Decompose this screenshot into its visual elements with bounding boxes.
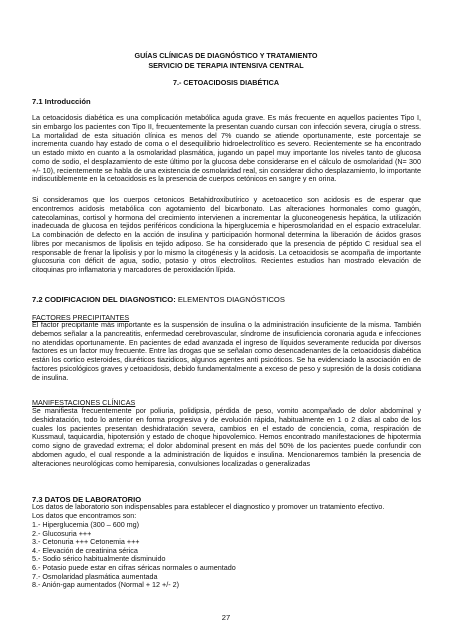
list-item: 6.- Potasio puede estar en cifras séricas normales o aumentado: [32, 562, 236, 572]
laboratorio-list: [32, 521, 236, 590]
section-heading-introduccion: 7.1 Introducción: [32, 97, 91, 106]
list-item: 3.- Cetonuria +++ Cetonemia +++: [32, 537, 140, 547]
codificacion-heading-rest: ELEMENTOS DIAGNÓSTICOS: [175, 295, 285, 304]
header-title-line-1: GUÍAS CLÍNICAS DE DIAGNÓSTICO Y TRATAMIENTO: [134, 51, 318, 60]
chapter-title: 7.- CETOACIDOSIS DIABÉTICA: [172, 78, 280, 87]
list-item: 1.- Hiperglucemia (300 – 600 mg): [32, 520, 140, 529]
intro-paragraph-2: Si consideramos que los cuerpos cetonicos Betahidroxibutírico y acetoacetico son acidosis es de esperar que encontremos acidosis metabólica con agotamiento del bicarbonato. Las alteraciones hormonales como guagón, catecolaminas, cortisol y hormona del crecimiento intervienen a incrementar la gluconeogenesis hepática, la utilización inadecuada de glucosa en tejidos periféricos condiciona la hiperglucemia e hiperosmolaridad en el espacio extracelular. La combinación de defecto en la acción de insulina y participación hormonal determina la liberación de ácidos grasos libres por mecanismos de lipolisis en tejido adiposo. Se ha considerado que la presencia de péptido C residual sea el responsable de frenar la lipolisis y por lo mismo la citogénesis y la acidosis. La cetoacidosis se acompaña de importante glucosuria con déficit de agua, sodio, potasio y otros electrolitos. Recientes estudios han mostrado elevación de citoquinas pro inflamatoria y marcadores de peroxidación lípida.: [32, 195, 421, 274]
subheading-factores-precipitantes: FACTORES PRECIPITANTES: [32, 313, 130, 322]
page-number: 27: [221, 613, 231, 622]
list-item: 8.- Anión-gap aumentados (Normal + 12 +/- 2): [32, 580, 180, 590]
factores-paragraph: El factor precipitante más importante es la suspensión de insulina o la administración insuficiente de la misma. También debemos señalar a la pancreatitis, enfermedad cerebrovascular, síndrome de insuficiencia coronaria aguda e infecciones no atendidas oportunamente. En pacientes de edad avanzada el ingreso de líquidos severamente reducida por diversos factores es un factor muy frecuente. Entre las drogas que se señalan como desencadenantes de la cetoacidosis diabética están los cortico esteroides, diuréticos tiazidicos, algunos agentes anti psicóticos. Se ha evidenciado la asociación en de factores psicológicos graves y cetoacidosis, debido fundamentalmente a exceso de peso y supresión de la dosis cotidiana de insulina.: [32, 320, 421, 382]
codificacion-heading-bold: 7.2 CODIFICACION DEL DIAGNOSTICO:: [32, 295, 176, 304]
laboratorio-intro-2: Los datos que encontramos son:: [32, 511, 137, 520]
section-heading-laboratorio: 7.3 DATOS DE LABORATORIO: [32, 495, 142, 504]
intro-paragraph-1: La cetoacidosis diabética es una complicación metabólica aguda grave. Es más frecuente en aquellos pacientes Tipo I, sin embargo los pacientes con Tipo II, frecuentemente la presentan cuando cursan con infección severa, cirugía o stress. La mortalidad de esta situación clínica es menos del 7% cuando se atiende oportunamente, este porcentaje se incrementa cuando hay estado de coma o el desequilibrio hidroelectrolítico es severo. Recientemente se ha encontrado un estado mixto en cuanto a la osmolaridad plasmática, jugando un papel muy importante los niveles tanto de glucosa como de sodio, el desplazamiento de este último por la glucosa debe considerarse en el cálculo de osmolaridad (N= 300 +/- 10), recientemente se habla de una existencia de osmolaridad real, sin considerar dicho desplazamiento, lo importante indiscutiblemente en la cetoacidosis es la presencia de cuerpos cetónicos en sangre y en orina.: [32, 113, 421, 184]
list-item: 2.- Glucosuria +++: [32, 528, 92, 538]
list-item: 7.- Osmolaridad plasmática aumentada: [32, 571, 158, 581]
list-item: 5.- Sodio sérico habitualmente disminuido: [32, 554, 166, 564]
section-heading-codificacion: [32, 295, 285, 304]
subheading-manifestaciones-clinicas: MANIFESTACIONES CLÍNICAS: [32, 398, 136, 407]
header-title-line-2: SERVICIO DE TERAPIA INTENSIVA CENTRAL: [148, 61, 304, 70]
list-item: 4.- Elevación de creatinina sérica: [32, 545, 138, 555]
manifestaciones-paragraph: Se manifiesta frecuentemente por poliuria, polidipsia, pérdida de peso, vomito acompañado de dolor abdominal y deshidratación, todo lo anterior en forma progresiva y de evolución rápida, habitualmente en 1 o 2 días al cabo de los cuales los pacientes presentan deshidratación severa, cambios en el estado de conciencia, coma, respiración de Kussmaul, taquicardia, hipotensión y estado de choque hipovolemico. Hemos encontrado manifestaciones de hipotermia como signo de gravedad extrema; el dolor abdominal present en más del 50% de los pacientes puede confundir con abdomen agudo, el cual responde a la administración de liquidos e insulina. Mencionaremos también la presencia de alteraciones neurológicas como hemiparesia, convulsiones localizadas o generalizadas: [32, 406, 421, 468]
laboratorio-intro-1: Los datos de laboratorio son indispensables para establecer el diagnostico y promover un tratamiento efectivo.: [32, 502, 385, 511]
